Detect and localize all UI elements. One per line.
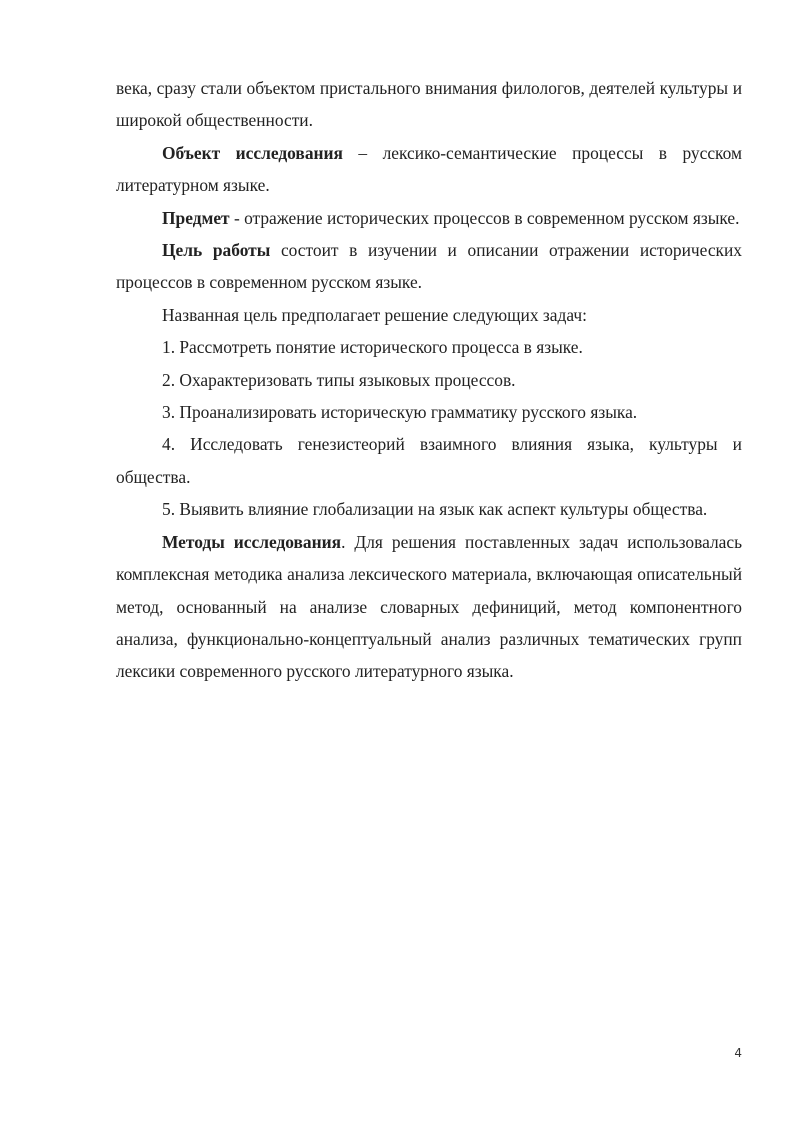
paragraph-text: 3. Проанализировать историческую грамматику русского языка.	[162, 402, 638, 423]
paragraph-text: . Для решения поставленных задач использовалась комплексная методика анализа лексического материала, включающая описательный метод, основанный на анализе словарных дефиниций, метод компонентного анализа, функционально-концептуальный анализ различных тематических групп лексики современного русского литературного языка.	[116, 531, 742, 682]
paragraph-text: состоит в изучении и описании отражении исторических процессов в современном русском языке.	[116, 240, 742, 293]
paragraph-subject	[116, 202, 742, 234]
paragraph-methods	[116, 526, 742, 688]
task-item-1	[116, 331, 742, 363]
paragraph-text: 4. Исследовать генезистеорий взаимного влияния языка, культуры и общества.	[116, 434, 742, 487]
paragraph-text: – лексико-семантические процессы в русском литературном языке.	[116, 142, 742, 196]
task-item-3	[116, 396, 742, 428]
paragraph-text: - отражение исторических процессов в современном русском языке.	[229, 207, 740, 228]
paragraph-text: 2. Охарактеризовать типы языковых процессов.	[162, 369, 516, 390]
paragraph-text: 1. Рассмотреть понятие исторического процесса в языке.	[162, 337, 583, 358]
page-number: 4	[734, 1046, 742, 1060]
paragraph-text: 5. Выявить влияние глобализации на язык как аспект культуры общества.	[162, 499, 708, 520]
paragraph-text: века, сразу стали объектом пристального внимания филологов, деятелей культуры и широкой общественности.	[116, 78, 742, 131]
paragraph-lead: Цель работы	[162, 240, 271, 261]
paragraph-tasks-intro	[116, 299, 742, 331]
task-item-2	[116, 364, 742, 396]
paragraph-text: Названная цель предполагает решение следующих задач:	[162, 304, 587, 325]
task-item-5	[116, 493, 742, 525]
paragraph-goal	[116, 234, 742, 299]
paragraph-intro-continuation	[116, 72, 742, 137]
paragraph-lead: Методы исследования	[162, 531, 342, 552]
paragraph-object	[116, 137, 742, 202]
body-text	[116, 72, 742, 688]
paragraph-lead: Предмет	[162, 207, 230, 228]
paragraph-lead: Объект исследования	[162, 142, 343, 163]
task-item-4	[116, 428, 742, 493]
